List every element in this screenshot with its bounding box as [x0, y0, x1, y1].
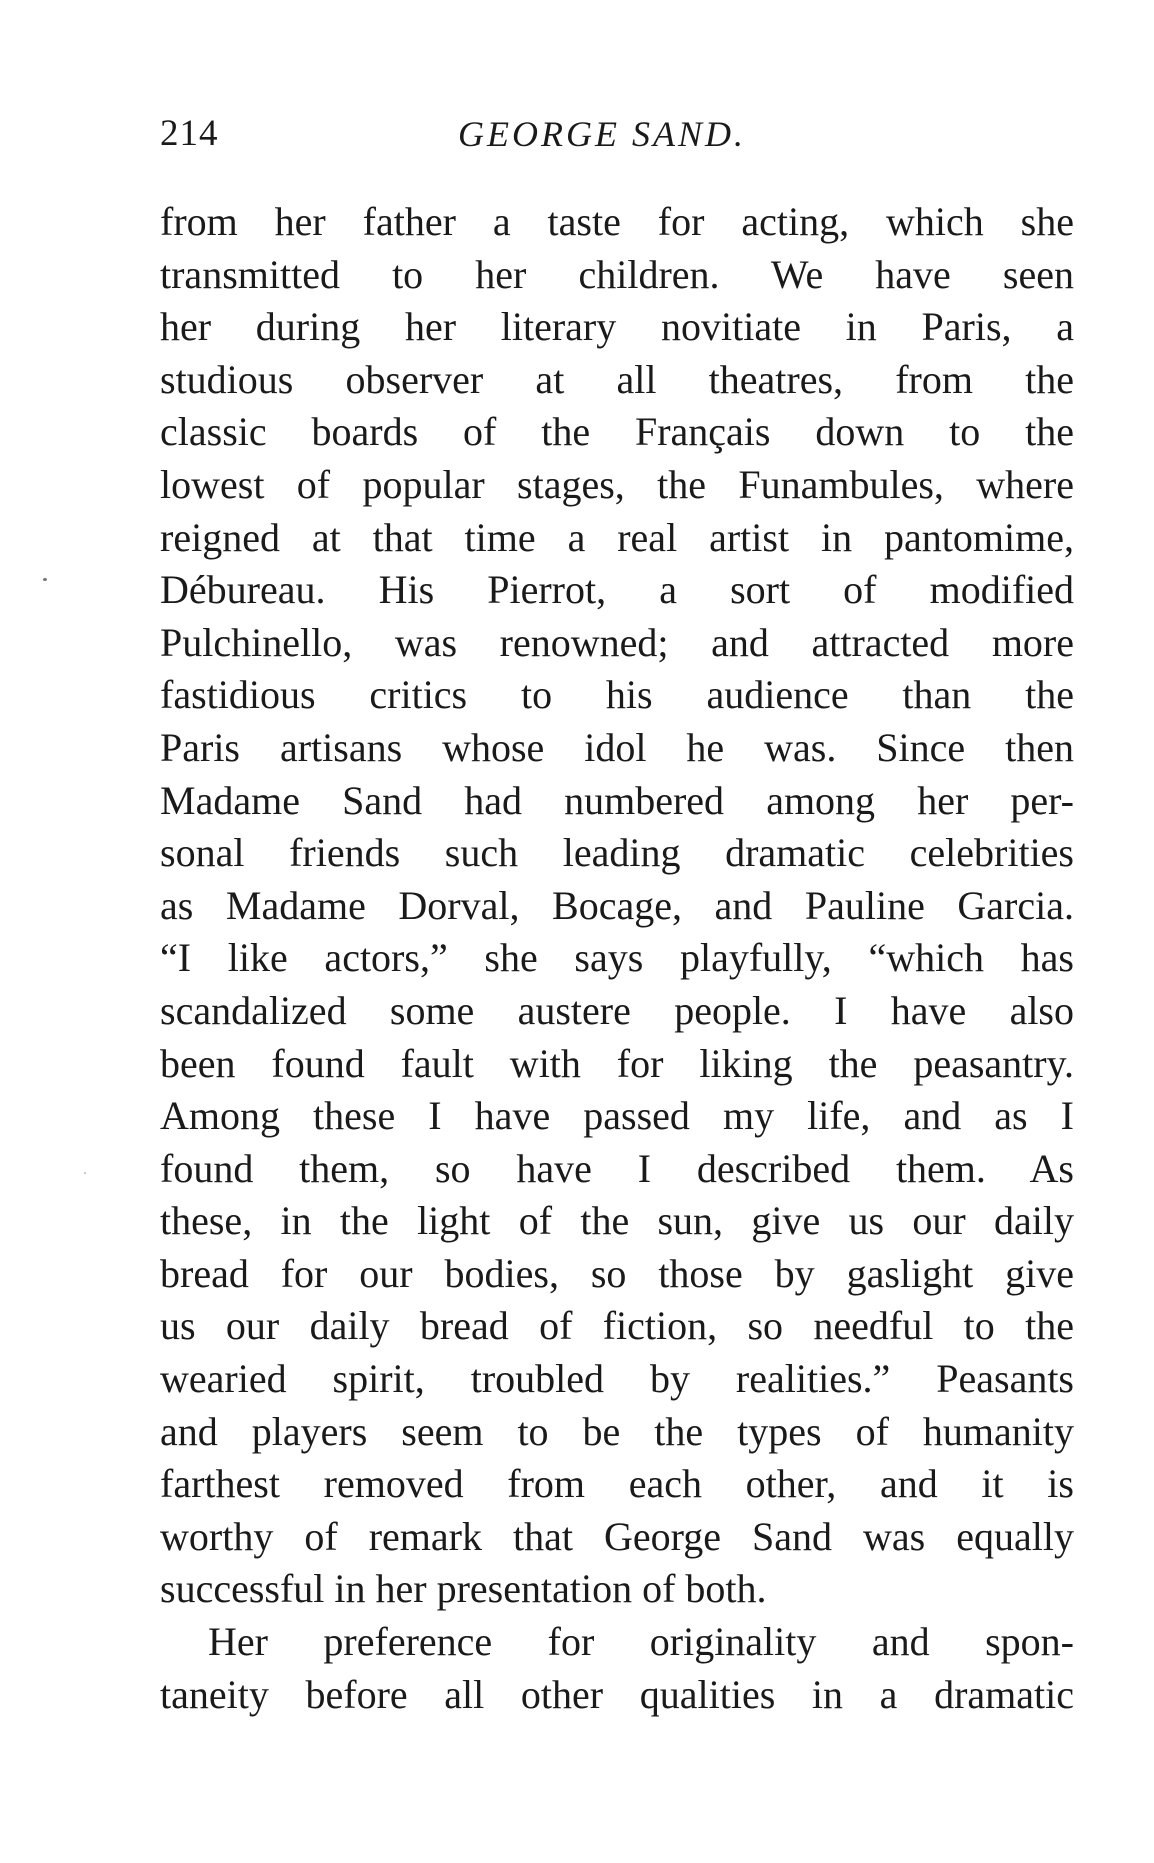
running-head: GEORGE SAND. — [458, 114, 746, 154]
text-line: Pulchinello, was renowned; and attracted more — [160, 619, 1074, 665]
text-line: fastidious critics to his audience than the — [160, 672, 1074, 718]
text-line: Madame Sand had numbered among her per- — [160, 777, 1074, 823]
text-line: scandalized some austere people. I have also — [160, 987, 1074, 1033]
paragraph-end-line: successful in her presentation of both. — [160, 1566, 767, 1612]
text-line: worthy of remark that George Sand was equally — [160, 1513, 1074, 1559]
text-line: taneity before all other qualities in a dramatic — [160, 1671, 1074, 1717]
text-line: wearied spirit, troubled by realities.” Peasants — [160, 1356, 1074, 1402]
page-number: 214 — [160, 113, 219, 154]
text-line: been found fault with for liking the peasantry. — [160, 1040, 1074, 1086]
text-line: and players seem to be the types of humanity — [160, 1408, 1074, 1454]
text-line: found them, so have I described them. As — [160, 1145, 1074, 1191]
body-text — [160, 196, 1074, 1721]
text-line: Paris artisans whose idol he was. Since then — [160, 724, 1074, 770]
text-line: Among these I have passed my life, and as I — [160, 1093, 1074, 1139]
text-line: from her father a taste for acting, which she — [160, 199, 1074, 244]
text-line: Débureau. His Pierrot, a sort of modified — [160, 567, 1074, 613]
text-line: “I like actors,” she says playfully, “which has — [160, 935, 1074, 981]
margin-speck — [43, 578, 47, 581]
text-line: us our daily bread of fiction, so needful to the — [160, 1303, 1074, 1349]
text-line: farthest removed from each other, and it is — [160, 1461, 1074, 1507]
text-line: bread for our bodies, so those by gaslight give — [160, 1250, 1074, 1296]
page-header — [160, 112, 1074, 156]
paragraph-start-line: Her preference for originality and spon- — [208, 1619, 1074, 1665]
text-line: her during her literary novitiate in Paris, a — [160, 304, 1074, 350]
text-line: studious observer at all theatres, from the — [160, 356, 1074, 402]
text-line: reigned at that time a real artist in pantomime, — [160, 514, 1074, 560]
text-line: transmitted to her children. We have seen — [160, 251, 1074, 297]
margin-speck — [84, 1172, 86, 1174]
text-line: these, in the light of the sun, give us our daily — [160, 1198, 1074, 1244]
text-line: lowest of popular stages, the Funambules, where — [160, 461, 1074, 507]
text-line: as Madame Dorval, Bocage, and Pauline Garcia. — [160, 882, 1074, 928]
text-line: sonal friends such leading dramatic celebrities — [160, 830, 1074, 876]
text-line: classic boards of the Français down to the — [160, 409, 1074, 455]
